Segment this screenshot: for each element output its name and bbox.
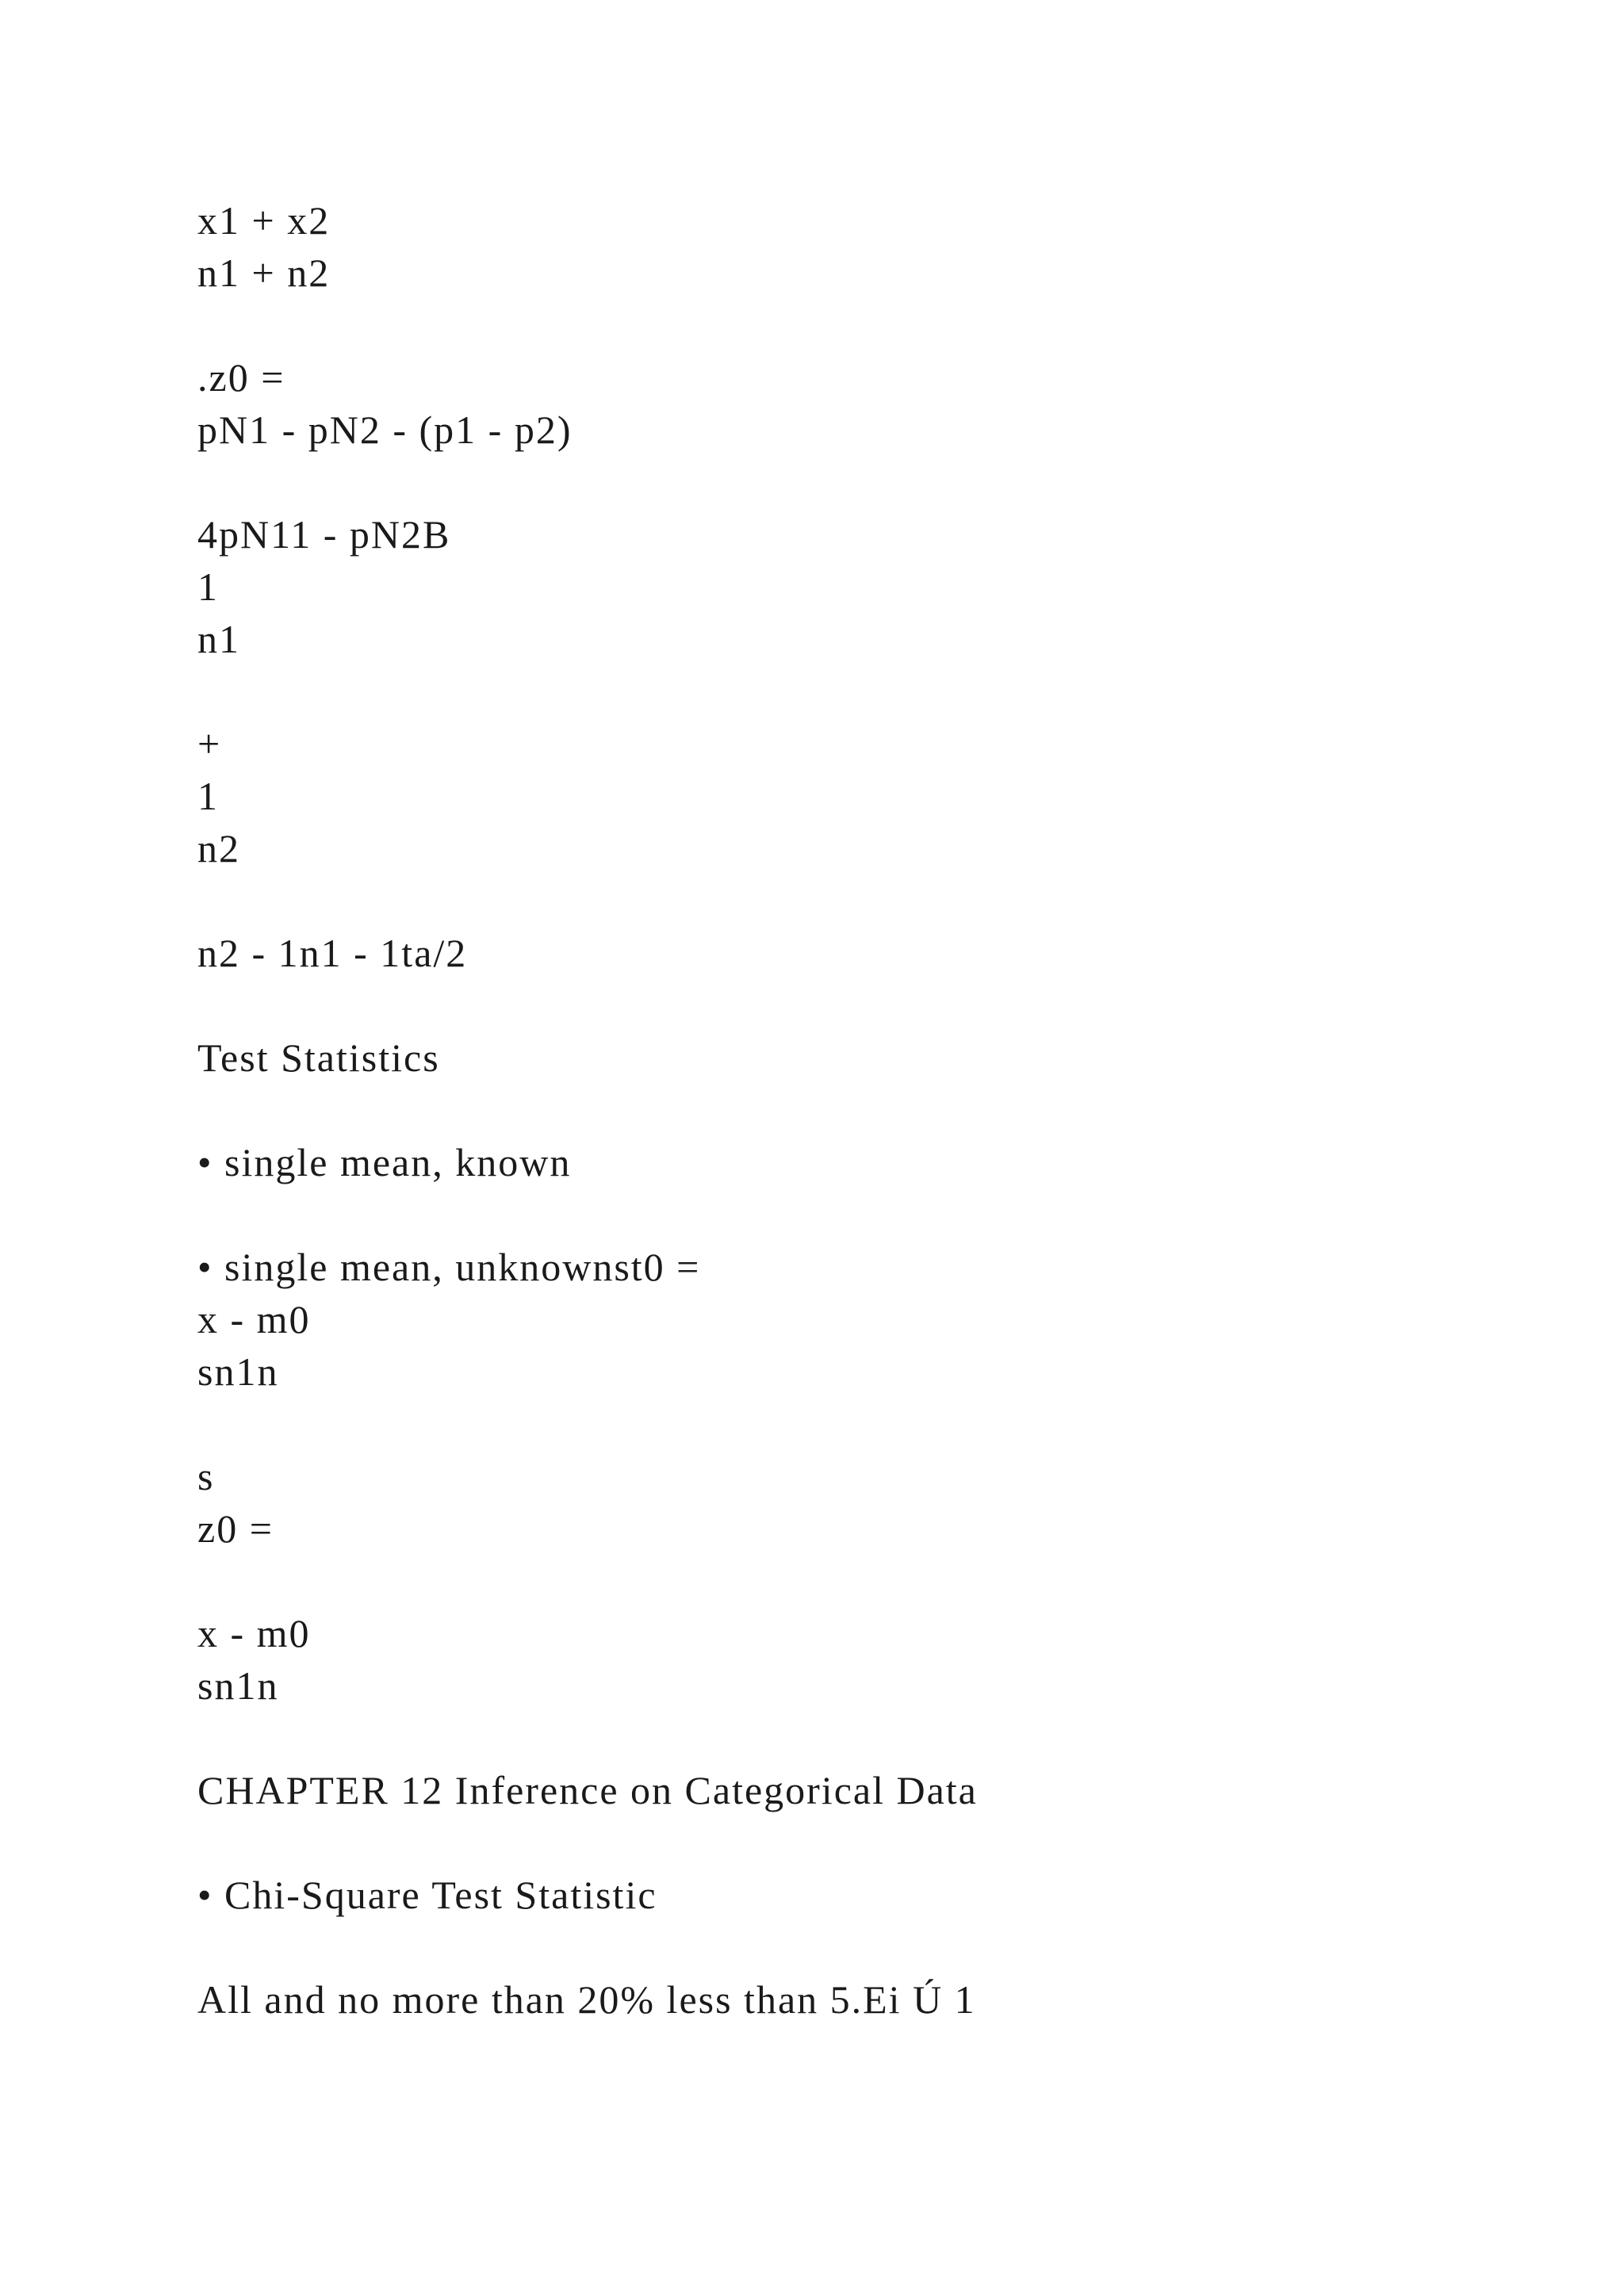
text-line: s (197, 1454, 215, 1498)
blank-line (197, 1816, 1545, 1869)
text-line: 4pN11 - pN2B (197, 512, 451, 557)
bullet-item: • single mean, unknownst0 = (197, 1245, 701, 1289)
bullet-item: • single mean, known (197, 1140, 572, 1184)
text-line: n1 + n2 (197, 251, 331, 295)
chapter-heading: CHAPTER 12 Inference on Categorical Data (197, 1768, 978, 1812)
text-line: x1 + x2 (197, 198, 331, 243)
text-line: n1 (197, 617, 240, 661)
text-line: All and no more than 20% less than 5.Ei Ú 1 (197, 1977, 976, 2022)
blank-line (197, 1712, 1545, 1764)
text-line: pN1 - pN2 - (p1 - p2) (197, 408, 573, 452)
blank-line (197, 299, 1545, 351)
text-line: n2 - 1n1 - 1ta/2 (197, 931, 468, 975)
text-line: .z0 = (197, 355, 285, 400)
text-line: sn1n (197, 1349, 279, 1394)
text-line: 1 (197, 564, 219, 609)
section-heading: Test Statistics (197, 1035, 440, 1080)
text-line: sn1n (197, 1663, 279, 1708)
blank-line (197, 1188, 1545, 1241)
text-line: x - m0 (197, 1611, 311, 1655)
bullet-item: • Chi-Square Test Statistic (197, 1873, 657, 1917)
text-line: 1 (197, 774, 219, 818)
blank-line (197, 1398, 1545, 1450)
text-line: + (197, 721, 222, 766)
blank-line (197, 665, 1545, 718)
text-line: x - m0 (197, 1297, 311, 1341)
blank-line (197, 1555, 1545, 1607)
blank-line (197, 456, 1545, 508)
blank-line (197, 979, 1545, 1031)
blank-line (197, 1921, 1545, 1973)
text-line: z0 = (197, 1506, 274, 1551)
document-body (197, 194, 1545, 2026)
blank-line (197, 874, 1545, 927)
blank-line (197, 1084, 1545, 1136)
text-line: n2 (197, 826, 240, 871)
